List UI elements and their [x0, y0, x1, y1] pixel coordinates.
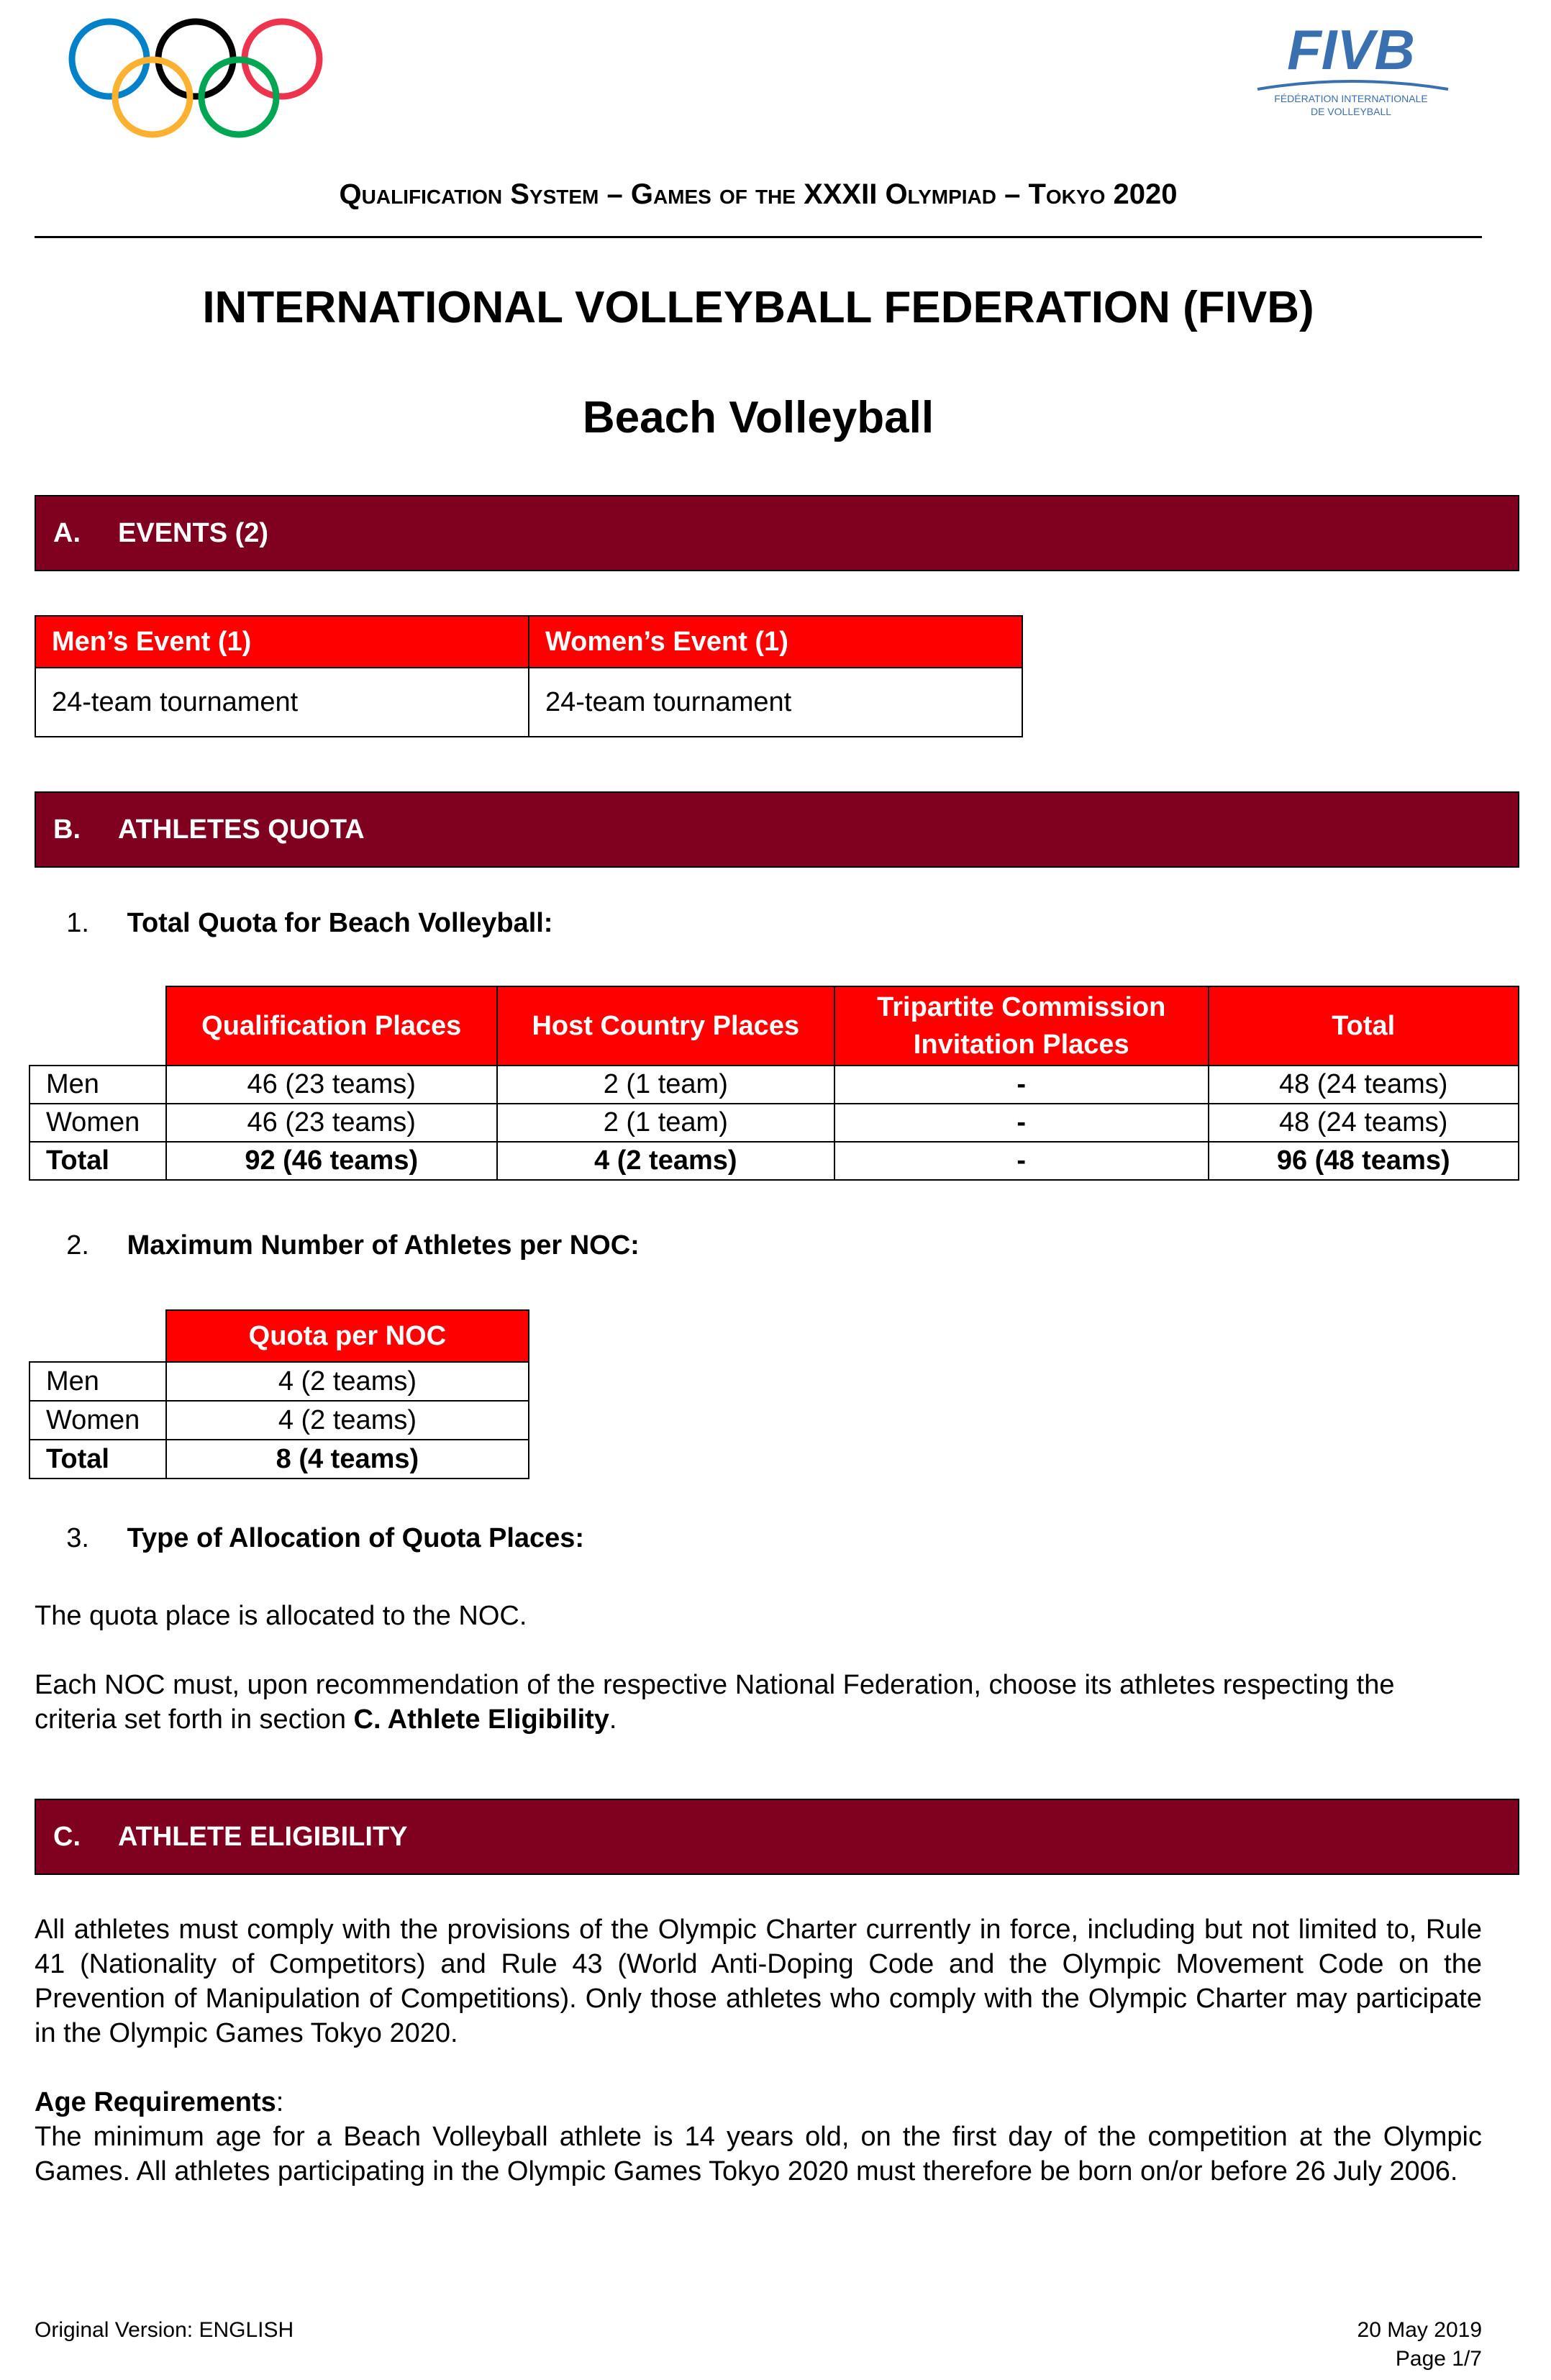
age-heading-text: Age Requirements: [35, 2087, 276, 2117]
footer-version: Original Version: ENGLISH: [35, 2318, 294, 2342]
noc-row-label: Total: [29, 1440, 166, 1479]
selection-text-end: .: [609, 1704, 617, 1735]
noc-corner-blank: [29, 1310, 166, 1362]
noc-row-label: Women: [29, 1401, 166, 1440]
item-1-number: 1.: [66, 908, 89, 938]
section-c-letter: C.: [53, 1821, 81, 1852]
ring-red: [245, 22, 319, 96]
quota-header-qualification: Qualification Places: [166, 986, 497, 1066]
quota-corner-blank: [29, 986, 166, 1066]
item-2-title: Maximum Number of Athletes per NOC:: [127, 1230, 640, 1261]
quota-cell: 2 (1 team): [497, 1104, 834, 1142]
quota-cell: 48 (24 teams): [1209, 1104, 1519, 1142]
table-row: [29, 1362, 529, 1401]
section-c-heading: ATHLETE ELIGIBILITY: [118, 1821, 408, 1852]
ring-black: [158, 22, 233, 96]
events-header-women: Women’s Event (1): [529, 616, 1022, 668]
item-2-number: 2.: [66, 1230, 89, 1261]
fivb-logo: [1243, 17, 1459, 125]
quota-header-host: Host Country Places: [497, 986, 834, 1066]
noc-cell: 8 (4 teams): [166, 1440, 529, 1479]
quota-cell: 92 (46 teams): [166, 1142, 497, 1180]
section-b-heading: ATHLETES QUOTA: [118, 814, 365, 845]
selection-paragraph: [35, 1668, 1482, 1737]
quota-row-label: Total: [29, 1142, 166, 1180]
quota-header-total: Total: [1209, 986, 1519, 1066]
quota-cell: 46 (23 teams): [166, 1066, 497, 1104]
quota-cell: 4 (2 teams): [497, 1142, 834, 1180]
section-a-letter: A.: [53, 517, 81, 548]
age-requirements-paragraph: The minimum age for a Beach Volleyball athlete is 14 years old, on the first day of the competition at the Olympic Games. All athletes participating in the Olympic Games Tokyo 2020 must therefore be born on/or before 26 July 2006.: [35, 2122, 1482, 2186]
footer-date: 20 May 2019: [1357, 2318, 1482, 2342]
table-row: [29, 1104, 1519, 1142]
allocation-paragraph: The quota place is allocated to the NOC.: [35, 1601, 527, 1631]
fivb-wordmark: FIVB: [1287, 18, 1415, 81]
table-row: [29, 1066, 1519, 1104]
quota-row-label: Women: [29, 1104, 166, 1142]
total-quota-table: [29, 986, 1519, 1181]
events-value-men: 24-team tournament: [35, 668, 529, 737]
item-3-title: Type of Allocation of Quota Places:: [127, 1523, 585, 1553]
ring-yellow: [115, 60, 190, 135]
noc-quota-table: [29, 1309, 529, 1479]
eligibility-paragraph: All athletes must comply with the provisions of the Olympic Charter currently in force, including but not limited to, Rule 41 (Nationality of Competitors) and Rule 43 (World Anti-Doping Code and the Olympic Movement Code on the Prevention of Manipulation of Competitions). Only those athletes who comply with the Olympic Charter may participate in the Olympic Games Tokyo 2020.: [35, 1915, 1482, 2048]
section-b-bar: [35, 791, 1519, 868]
quota-cell: -: [834, 1104, 1209, 1142]
table-row: [29, 1142, 1519, 1180]
noc-cell: 4 (2 teams): [166, 1401, 529, 1440]
quota-cell: -: [834, 1142, 1209, 1180]
selection-text: Each NOC must, upon recommendation of the respective National Federation, choose its athletes respecting the criteria set forth in section: [35, 1670, 1395, 1735]
table-row: [29, 1440, 529, 1479]
item-1-title: Total Quota for Beach Volleyball:: [127, 908, 553, 938]
age-requirements-heading: [35, 2085, 1482, 2120]
fivb-line2: DE VOLLEYBALL: [1310, 106, 1392, 117]
item-3-heading: [35, 1523, 584, 1554]
events-header-men: Men’s Event (1): [35, 616, 529, 668]
section-c-bar: [35, 1799, 1519, 1875]
page-subtitle: Beach Volleyball: [582, 393, 934, 442]
events-table: [35, 615, 1023, 737]
ring-green: [201, 60, 276, 135]
quota-cell: 96 (48 teams): [1209, 1142, 1519, 1180]
ring-blue: [72, 22, 147, 96]
item-2-heading: [35, 1230, 640, 1261]
quota-header-tripartite: Tripartite Commission Invitation Places: [834, 986, 1209, 1066]
quota-cell: 48 (24 teams): [1209, 1066, 1519, 1104]
noc-header: Quota per NOC: [166, 1310, 529, 1362]
table-row: [29, 1401, 529, 1440]
quota-row-label: Men: [29, 1066, 166, 1104]
noc-row-label: Men: [29, 1362, 166, 1401]
item-3-number: 3.: [66, 1523, 89, 1553]
olympic-rings-logo: [66, 14, 325, 140]
age-heading-colon: :: [276, 2087, 284, 2117]
section-b-letter: B.: [53, 814, 81, 845]
quota-cell: 2 (1 team): [497, 1066, 834, 1104]
events-value-women: 24-team tournament: [529, 668, 1022, 737]
footer-page-number: Page 1/7: [1395, 2347, 1482, 2371]
section-a-bar: [35, 495, 1519, 571]
page-title: INTERNATIONAL VOLLEYBALL FEDERATION (FIVB): [202, 283, 1314, 332]
item-1-heading: [35, 908, 552, 939]
section-a-heading: EVENTS (2): [118, 517, 269, 548]
document-header: Qualification System – Games of the XXXII Olympiad – Tokyo 2020: [339, 178, 1178, 210]
header-divider: [35, 236, 1482, 238]
section-c-reference: C. Athlete Eligibility: [353, 1704, 609, 1735]
fivb-swoosh: [1257, 81, 1448, 89]
quota-cell: 46 (23 teams): [166, 1104, 497, 1142]
noc-cell: 4 (2 teams): [166, 1362, 529, 1401]
fivb-line1: FÉDÉRATION INTERNATIONALE: [1274, 93, 1428, 104]
quota-cell: -: [834, 1066, 1209, 1104]
